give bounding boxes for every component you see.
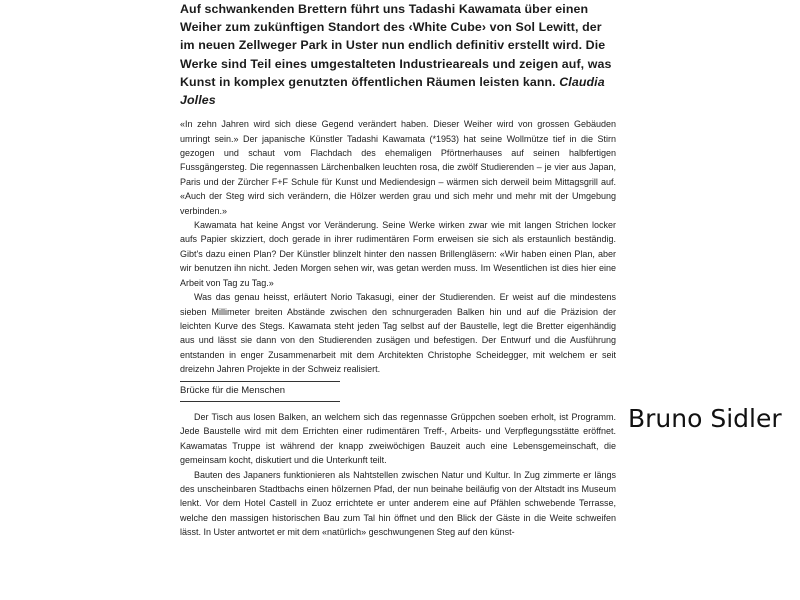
lead-author: Claudia Jolles: [180, 74, 605, 108]
body-paragraph-2: Kawamata hat keine Angst vor Veränderung. Seine Werke wirken zwar wie mit langen Strichen locker aufs Papier skizziert, doch gerade in ihrer rudimentären Form erweisen sie sich als erstaunlich beständig. Gibt's dazu einen Plan? Der Künstler blinzelt hinter den nassen Brillengläsern: «Wir haben einen Plan, aber wir benutzen ihn nicht. Jeden Morgen sehen wir, was getan werden muss. Im Wesentlichen ist dies hier eine Arbeit von Tag zu Tag.»: [180, 220, 616, 288]
body-column: [180, 117, 616, 539]
section-subheading: Brücke für die Menschen: [180, 381, 340, 402]
body-paragraph-3: Was das genau heisst, erläutert Norio Takasugi, einer der Studierenden. Er weist auf die mindestens sieben Millimeter breiten Abstände zwischen den schnurgeraden Balken hin und auf die Präzision der leichten Kurve des Stegs. Kawamata steht jeden Tag selbst auf der Baustelle, legt die Bretter eigenhändig aus und lässt sie dann von den Studierenden zusägen und befestigen. Der Entwurf und die Ausführung entstanden in enger Zusammenarbeit mit dem Architekten Christophe Scheidegger, mit welchem er seit dreizehn Jahren Projekte in der Schweiz realisiert.: [180, 292, 616, 375]
lead-paragraph: [180, 0, 616, 109]
body-paragraph-5: Bauten des Japaners funktionieren als Nahtstellen zwischen Natur und Kultur. In Zug zimmerte er längs des unscheinbaren Stadtbachs einen hölzernen Pfad, der nun beinahe beiläufig von der Altstadt ins Museum lenkt. Vor dem Hotel Castell in Zuoz errichtete er unter anderem eine auf Pfählen schwebende Terrasse, welche den massigen historischen Bau zum Tal hin öffnet und den Blick der Gäste in die Weite schweifen lässt. In Uster antwortet er mit dem «natürlich» geschwungenen Steg auf den künst-: [180, 469, 616, 538]
body-paragraph-4: Der Tisch aus losen Balken, an welchem sich das regennasse Grüppchen soeben erholt, ist Programm. Jede Baustelle wird mit dem Errichten einer rudimentären Treff-, Arbeits- und Verpflegungsstätte eröffnet. Kawamatas Truppe ist während der knapp zweiwöchigen Bauzeit auch eine Lebensgemeinschaft, die gemeinsam kocht, diskutiert und die Unterkunft teilt.: [180, 411, 616, 466]
lead-text: Auf schwankenden Brettern führt uns Tadashi Kawamata über einen Weiher zum zukünftigen Standort des ‹White Cube› von Sol Lewitt, der im neuen Zellweger Park in Uster nun endlich definitiv erstellt wird. Die Werke sind Teil eines umgestalteten Industrieareals und zeigen auf, was Kunst in komplex genutzten öffentlichen Räumen leisten kann.: [180, 2, 612, 89]
photo-credit: Bruno Sidler: [628, 404, 782, 433]
article-clipping: [180, 0, 616, 600]
body-paragraph-1: «In zehn Jahren wird sich diese Gegend verändert haben. Dieser Weiher wird von grossen Gebäuden umringt sein.» Der japanische Künstler Tadashi Kawamata (*1953) hat seine Wollmütze tief in die Stirn gezogen und schaut vom Flachdach des ehemaligen Pförtnerhauses auf seinen halbfertigen Fussgängersteg. Die regennassen Lärchenbalken leuchten rosa, die zwölf Studierenden – je vier aus Japan, Paris und der Zürcher F+F Schule für Kunst und Mediendesign – wärmen sich derweil beim Mittagsgrill auf. «Auch der Steg wird sich verändern, die Hölzer werden grau und sich mehr und mehr mit der Umgebung verbinden.»: [180, 119, 616, 216]
